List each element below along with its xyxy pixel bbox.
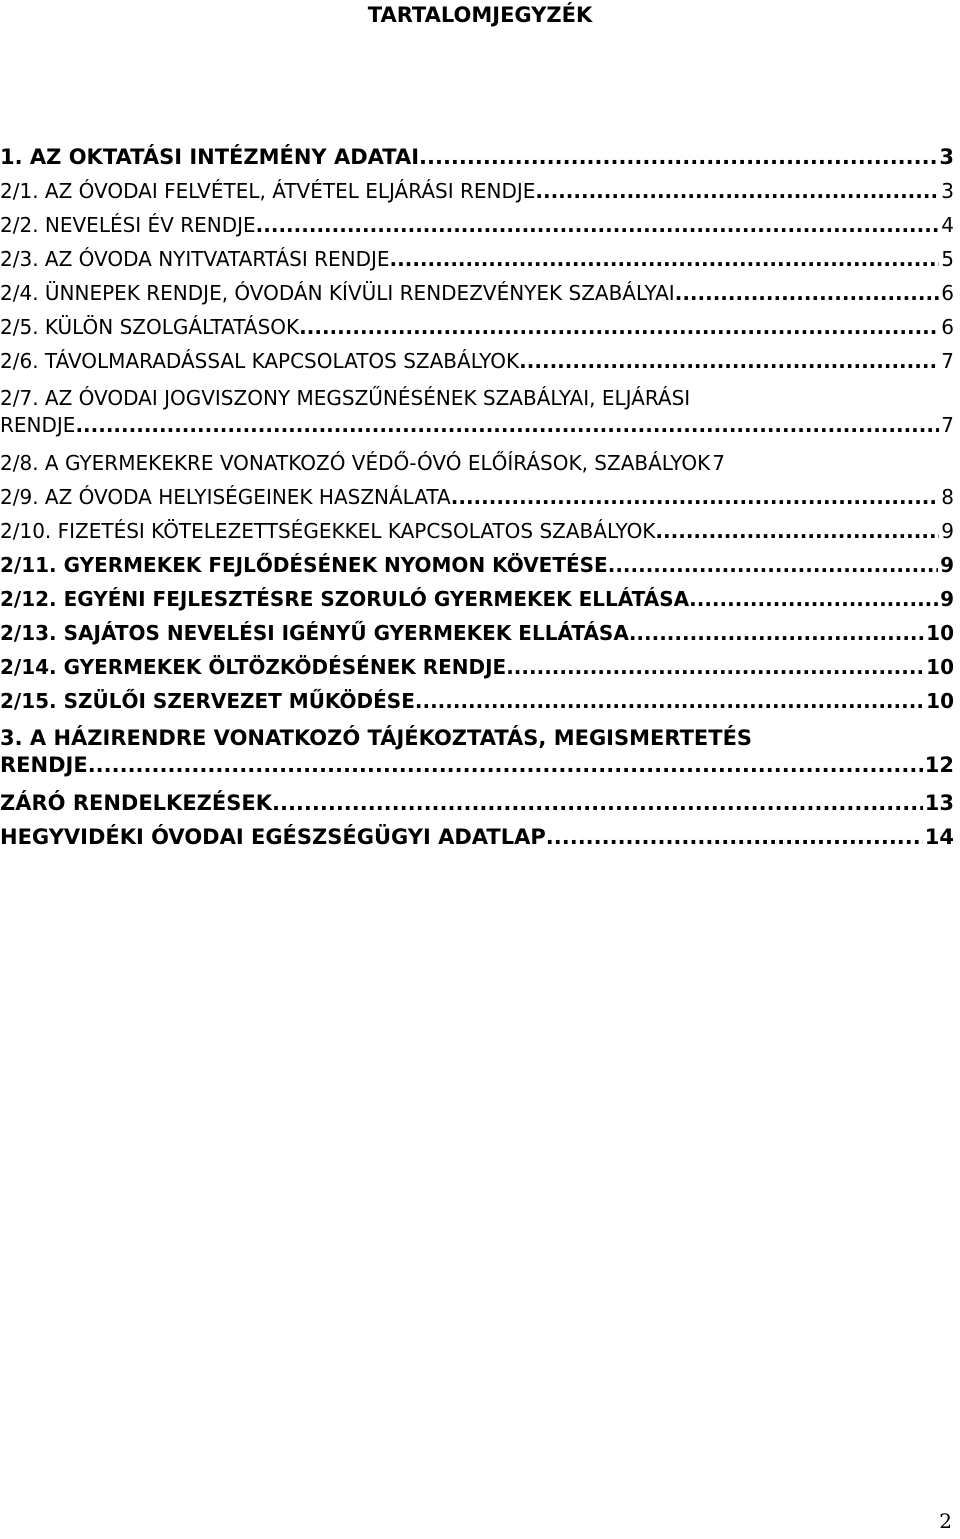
toc-entry-title: HEGYVIDÉKI ÓVODAI EGÉSZSÉGÜGYI ADATLAP — [0, 825, 546, 849]
toc-entry[interactable] — [0, 446, 954, 480]
toc-leader-dots — [75, 412, 939, 438]
toc-entry-title: 2/14. GYERMEKEK ÖLTÖZKÖDÉSÉNEK RENDJE — [0, 655, 507, 679]
toc-leader-dots — [535, 174, 939, 208]
toc-leader-dots — [675, 276, 940, 310]
toc-entry[interactable] — [0, 140, 954, 174]
toc-entry-title-continued: RENDJE — [0, 413, 76, 437]
toc-leader-dots — [629, 616, 924, 650]
toc-entry-title: 2/4. ÜNNEPEK RENDJE, ÓVODÁN KÍVÜLI RENDEZVÉNYEK SZABÁLYAI — [0, 281, 675, 305]
toc-entry-title: 2/15. SZÜLŐI SZERVEZET MŰKÖDÉSE — [0, 689, 415, 713]
toc-entry[interactable] — [0, 174, 954, 208]
toc-leader-dots — [506, 650, 924, 684]
toc-entry-title: 2/9. AZ ÓVODA HELYISÉGEINEK HASZNÁLATA — [0, 485, 451, 509]
toc-page-number: 10 — [926, 689, 954, 713]
toc-leader-dots — [519, 344, 939, 378]
toc-leader-dots — [415, 684, 924, 718]
toc-leader-dots — [451, 480, 940, 514]
toc-entry-title: 2/3. AZ ÓVODA NYITVATARTÁSI RENDJE — [0, 247, 390, 271]
toc-page-number: 9 — [940, 587, 954, 611]
toc-page-number: 3 — [941, 179, 954, 203]
toc-entry-title: 1. AZ OKTATÁSI INTÉZMÉNY ADATAI — [0, 145, 420, 169]
toc-leader-dots — [299, 310, 939, 344]
toc-entry-title: 2/2. NEVELÉSI ÉV RENDJE — [0, 213, 256, 237]
toc-entry-line2[interactable] — [0, 752, 954, 778]
toc-page-number: 8 — [941, 485, 954, 509]
toc-entry-line1[interactable] — [0, 378, 954, 412]
document-title: TARTALOMJEGYZÉK — [367, 3, 593, 27]
toc-page-number: 13 — [924, 791, 954, 815]
toc-page-number: 14 — [924, 825, 954, 849]
table-of-contents — [0, 140, 954, 854]
toc-leader-dots — [655, 514, 939, 548]
toc-page-number: 3 — [939, 145, 954, 169]
toc-entry-title-continued: RENDJE — [0, 753, 88, 777]
toc-entry[interactable] — [0, 242, 954, 276]
toc-leader-dots — [546, 820, 923, 854]
toc-leader-dots — [256, 208, 940, 242]
toc-entry[interactable] — [0, 786, 954, 820]
toc-entry[interactable] — [0, 650, 954, 684]
toc-entry[interactable] — [0, 548, 954, 582]
toc-entry-title: 3. A HÁZIRENDRE VONATKOZÓ TÁJÉKOZTATÁS, MEGISMERTETÉS — [0, 726, 753, 750]
toc-entry-title: 2/8. A GYERMEKEKRE VONATKOZÓ VÉDŐ-ÓVÓ ELŐÍRÁSOK, SZABÁLYOK — [0, 451, 711, 475]
toc-page-number: 6 — [941, 315, 954, 339]
toc-page-number: 5 — [941, 247, 954, 271]
toc-page-number: 10 — [926, 655, 954, 679]
toc-page-number: 7 — [941, 349, 954, 373]
toc-entry-line2[interactable] — [0, 412, 954, 438]
toc-entry-title: 2/6. TÁVOLMARADÁSSAL KAPCSOLATOS SZABÁLYOK — [0, 349, 520, 373]
toc-entry-title: 2/13. SAJÁTOS NEVELÉSI IGÉNYŰ GYERMEKEK ELLÁTÁSA — [0, 621, 629, 645]
toc-entry[interactable] — [0, 616, 954, 650]
toc-page-number: 7 — [941, 413, 954, 437]
toc-page-number: 7 — [712, 451, 725, 475]
toc-leader-dots — [608, 548, 938, 582]
toc-entry-title: 2/5. KÜLÖN SZOLGÁLTATÁSOK — [0, 315, 300, 339]
toc-entry[interactable] — [0, 514, 954, 548]
toc-leader-dots — [419, 140, 937, 174]
toc-page-number: 10 — [926, 621, 954, 645]
toc-page-number: 9 — [941, 519, 954, 543]
toc-entry[interactable] — [0, 480, 954, 514]
toc-entry[interactable] — [0, 310, 954, 344]
toc-entry[interactable] — [0, 582, 954, 616]
toc-leader-dots — [390, 242, 940, 276]
toc-entry-title: 2/7. AZ ÓVODAI JOGVISZONY MEGSZŰNÉSÉNEK SZABÁLYAI, ELJÁRÁSI — [0, 386, 691, 410]
toc-entry[interactable] — [0, 344, 954, 378]
toc-leader-dots — [272, 786, 923, 820]
toc-entry-title: 2/11. GYERMEKEK FEJLŐDÉSÉNEK NYOMON KÖVETÉSE — [0, 553, 608, 577]
toc-entry[interactable] — [0, 684, 954, 718]
toc-page-number: 6 — [941, 281, 954, 305]
toc-page-number: 12 — [924, 753, 954, 777]
toc-entry-title: 2/1. AZ ÓVODAI FELVÉTEL, ÁTVÉTEL ELJÁRÁSI RENDJE — [0, 179, 536, 203]
toc-entry-title: 2/12. EGYÉNI FEJLESZTÉSRE SZORULÓ GYERMEKEK ELLÁTÁSA — [0, 587, 690, 611]
toc-entry[interactable] — [0, 276, 954, 310]
toc-page-number: 4 — [941, 213, 954, 237]
toc-entry-title: ZÁRÓ RENDELKEZÉSEK — [0, 791, 272, 815]
toc-leader-dots — [88, 752, 923, 778]
page-number: 2 — [939, 1509, 952, 1533]
toc-entry[interactable] — [0, 820, 954, 854]
toc-entry-title: 2/10. FIZETÉSI KÖTELEZETTSÉGEKKEL KAPCSOLATOS SZABÁLYOK — [0, 519, 656, 543]
toc-leader-dots — [689, 582, 938, 616]
toc-entry-line1[interactable] — [0, 718, 954, 752]
toc-page-number: 9 — [940, 553, 954, 577]
toc-entry[interactable] — [0, 208, 954, 242]
